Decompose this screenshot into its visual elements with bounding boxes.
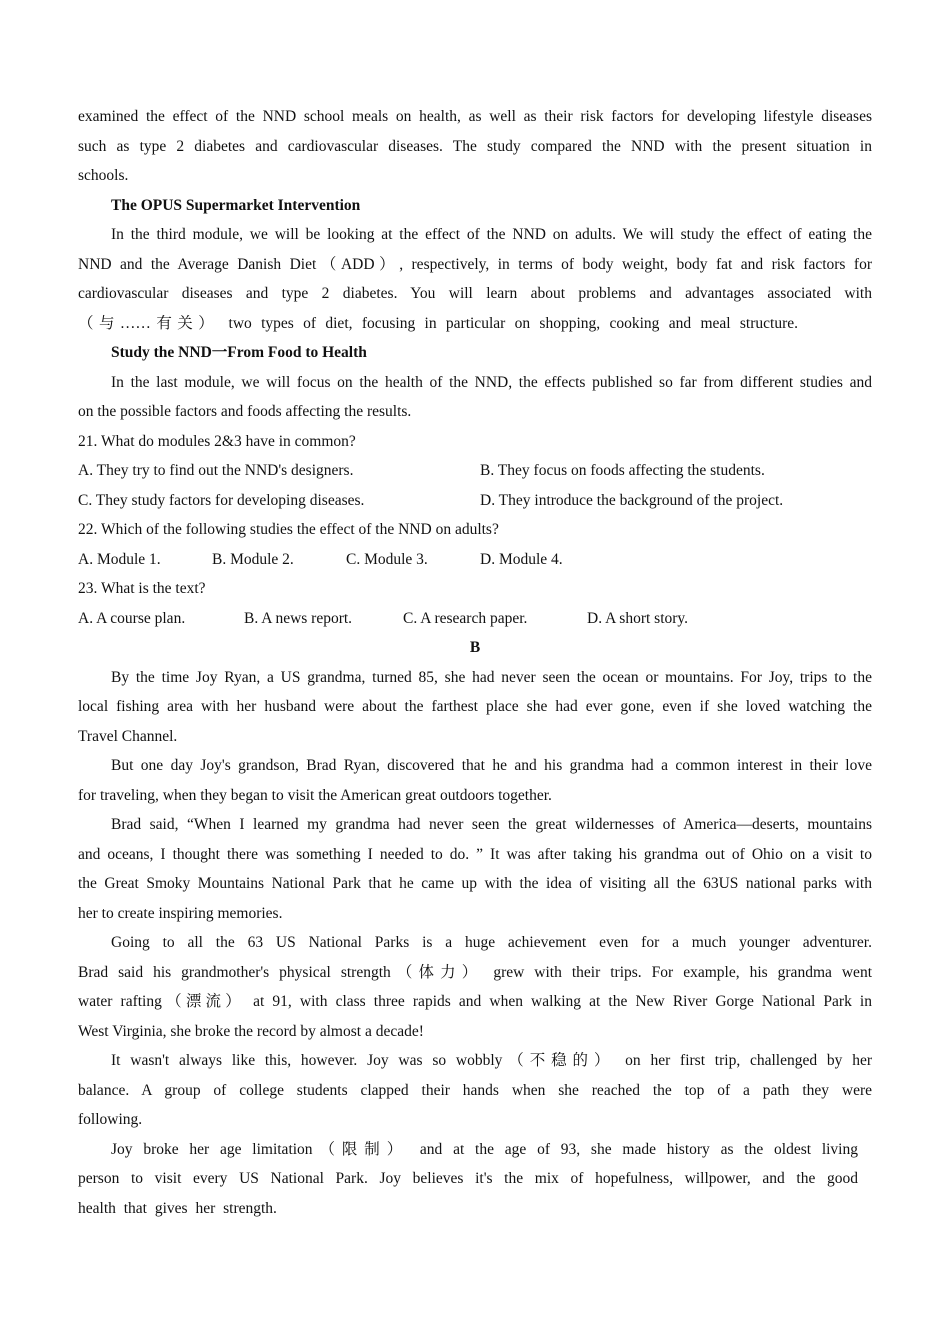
section-b-title: B <box>469 639 481 656</box>
paragraph-line: Joy broke her age limitation（限制） and at the age of 93, she made history as the oldest living <box>111 1140 858 1158</box>
paragraph-line: examined the effect of the NND school meals on health, as well as their risk factors for developing lifestyle diseases <box>78 108 872 125</box>
paragraph-line: schools. <box>78 167 129 184</box>
question-22-stem: 22. Which of the following studies the effect of the NND on adults? <box>78 521 499 538</box>
option-22-a: A. Module 1. <box>78 550 161 568</box>
option-23-c: C. A research paper. <box>403 609 528 627</box>
question-23-stem: 23. What is the text? <box>78 580 206 597</box>
paragraph-line: the Great Smoky Mountains National Park that he came up with the idea of visiting all the 63US national parks with <box>78 875 872 892</box>
paragraph-line: Going to all the 63 US National Parks is a huge achievement even for a much younger adventurer. <box>111 934 872 951</box>
option-23-b: B. A news report. <box>244 609 353 627</box>
paragraph-line: It wasn't always like this, however. Joy was so wobbly（不稳的） on her first trip, challenged by her <box>111 1052 872 1069</box>
paragraph-line: Brad said his grandmother's physical strength（体力） grew with their trips. For example, his grandma went <box>78 963 872 981</box>
paragraph-line: and oceans, I thought there was something I needed to do. ” It was after taking his grandma out of Ohio on a visit to <box>78 845 872 863</box>
paragraph-line: balance. A group of college students clapped their hands when she reached the top of a path they were <box>78 1081 872 1099</box>
option-23-a: A. A course plan. <box>78 609 186 627</box>
paragraph-line: Travel Channel. <box>78 727 178 745</box>
section-heading-study: Study the NND一From Food to Health <box>111 344 367 361</box>
paragraph-line: her to create inspiring memories. <box>78 904 283 922</box>
option-22-b: B. Module 2. <box>212 550 294 568</box>
paragraph-line: local fishing area with her husband were about the farthest place she had ever gone, even if she loved watching the <box>78 698 872 715</box>
question-22-options <box>78 545 872 575</box>
paragraph-line: water rafting（漂流） at 91, with class three rapids and when walking at the New River Gorge National Park in <box>78 993 872 1010</box>
section-heading-opus: The OPUS Supermarket Intervention <box>111 196 361 214</box>
paragraph-line: In the third module, we will be looking at the effect of the NND on adults. We will study the effect of eating the <box>111 226 872 243</box>
paragraph-line: By the time Joy Ryan, a US grandma, turned 85, she had never seen the ocean or mountains. For Joy, trips to the <box>111 668 872 686</box>
paragraph-line: on the possible factors and foods affecting the results. <box>78 403 412 420</box>
paragraph-line: But one day Joy's grandson, Brad Ryan, discovered that he and his grandma had a common interest in their love <box>111 757 872 774</box>
option-21-d: D. They introduce the background of the project. <box>480 491 784 509</box>
option-21-c: C. They study factors for developing diseases. <box>78 491 365 509</box>
paragraph-line: person to visit every US National Park. Joy believes it's the mix of hopefulness, willpower, and the good <box>78 1170 858 1187</box>
option-23-d: D. A short story. <box>587 609 689 627</box>
paragraph-line: cardiovascular diseases and type 2 diabetes. You will learn about problems and advantages associated with <box>78 285 872 302</box>
paragraph-line: Brad said, “When I learned my grandma had never seen the great wildernesses of America—deserts, mountains <box>111 816 872 833</box>
paragraph-line: following. <box>78 1111 143 1128</box>
option-21-a: A. They try to find out the NND's designers. <box>78 462 354 479</box>
option-21-b: B. They focus on foods affecting the students. <box>480 462 765 479</box>
paragraph-line: In the last module, we will focus on the health of the NND, the effects published so far from different studies and <box>111 373 872 391</box>
paragraph-line: （与……有关） two types of diet, focusing in particular on shopping, cooking and meal structure. <box>78 314 798 332</box>
paragraph-line: health that gives her strength. <box>78 1199 277 1217</box>
option-22-c: C. Module 3. <box>346 550 428 568</box>
question-23-options <box>78 604 872 634</box>
paragraph-line: NND and the Average Danish Diet（ADD）, respectively, in terms of body weight, body fat and risk factors for <box>78 255 872 273</box>
option-22-d: D. Module 4. <box>480 550 563 568</box>
question-21-options-row-2 <box>78 486 872 516</box>
paragraph-line: such as type 2 diabetes and cardiovascular diseases. The study compared the NND with the present situation in <box>78 137 872 155</box>
paragraph-line: for traveling, when they began to visit the American great outdoors together. <box>78 786 552 804</box>
document-page <box>78 102 872 1223</box>
question-21-stem: 21. What do modules 2&3 have in common? <box>78 432 356 450</box>
question-21-options-row-1 <box>78 456 872 486</box>
paragraph-line: West Virginia, she broke the record by almost a decade! <box>78 1022 424 1040</box>
